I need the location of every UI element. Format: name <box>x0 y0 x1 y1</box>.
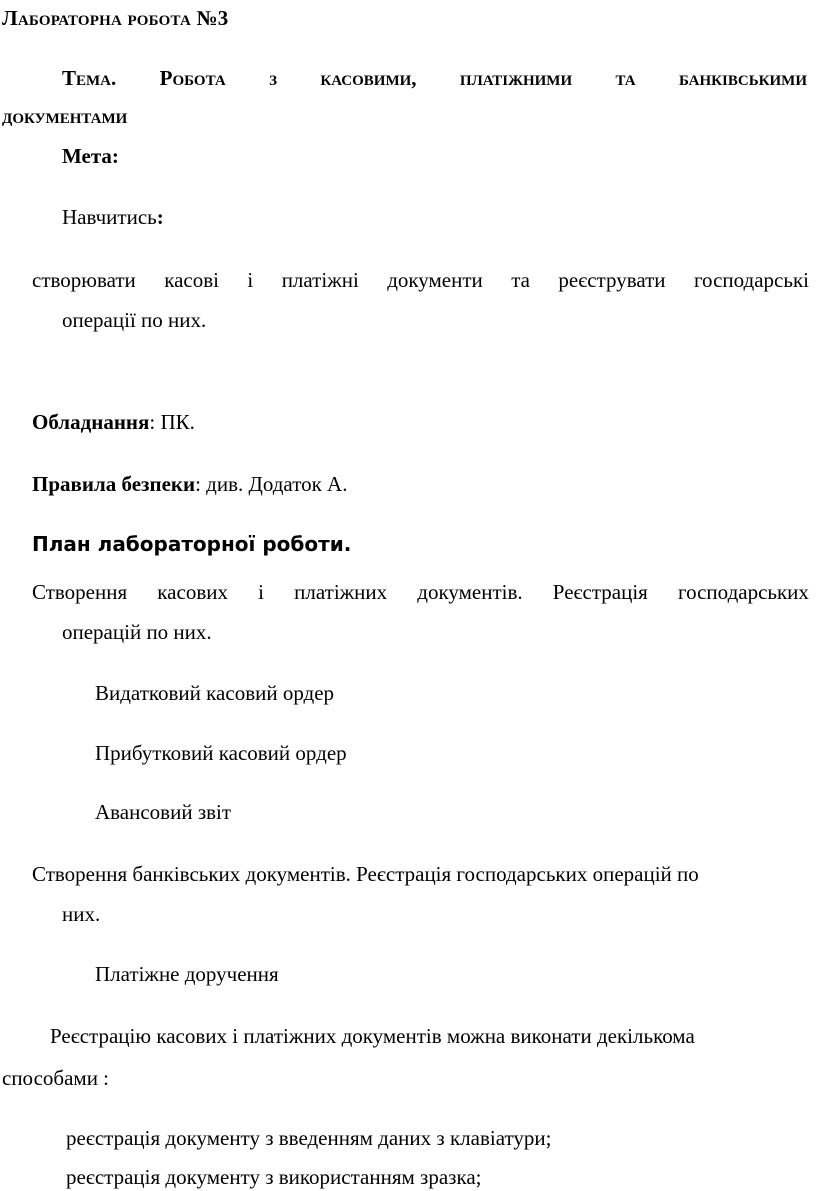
plan-subitem: Прибутковий касовий ордер <box>95 741 347 765</box>
plan-item-1-line-1 <box>32 580 809 605</box>
plan-item-1-line-2: операцій по них. <box>62 620 212 644</box>
plan-word: документів. <box>417 580 523 604</box>
learn-line-2: операції по них. <box>62 308 207 332</box>
topic-line-2: документами <box>2 104 128 128</box>
equipment-value: : ПК. <box>149 410 195 434</box>
learn-word: господарські <box>693 268 809 292</box>
plan-item-2-line-2: них. <box>62 902 101 926</box>
plan-word: касових <box>157 580 228 604</box>
plan-subitem: Авансовий звіт <box>95 800 232 824</box>
learn-word: касові <box>164 268 219 292</box>
plan-word: Створення <box>32 580 128 604</box>
lab-title: Лабораторна робота №3 <box>2 6 229 30</box>
equipment-label: Обладнання <box>32 410 150 434</box>
plan-word: платіжних <box>294 580 388 604</box>
plan-subitem: Платіжне доручення <box>95 962 279 986</box>
learn-word: документи <box>387 268 483 292</box>
topic-word: Робота <box>159 66 226 90</box>
learn-label-colon: : <box>156 205 164 229</box>
plan-subitem: Видатковий касовий ордер <box>95 681 335 705</box>
plan-word: Реєстрація <box>552 580 648 604</box>
safety-label: Правила безпеки <box>32 472 196 496</box>
plan-word: господарських <box>678 580 809 604</box>
goal-label: Мета: <box>62 144 119 168</box>
topic-word: платіжними <box>459 66 573 90</box>
topic-line-1 <box>62 66 807 91</box>
plan-title: План лабораторної роботи. <box>32 532 352 556</box>
learn-line-1 <box>32 268 809 293</box>
learn-word: платіжні <box>281 268 359 292</box>
plan-item-2-line-1: Створення банківських документів. Реєстрація господарських операцій по <box>32 862 699 886</box>
plan-word: і <box>258 580 264 604</box>
safety-line <box>32 472 347 497</box>
learn-word: реєструвати <box>558 268 666 292</box>
learn-word: створювати <box>32 268 136 292</box>
topic-word: та <box>615 66 636 90</box>
registration-line-1: Реєстрацію касових і платіжних документів можна виконати декількома <box>50 1024 695 1048</box>
safety-value: : див. Додаток А. <box>195 472 348 496</box>
registration-method: реєстрація документу з введенням даних з клавіатури; <box>66 1126 552 1150</box>
equipment-line <box>32 410 195 435</box>
learn-word: і <box>247 268 254 292</box>
learn-label-text: Навчитись <box>62 205 157 229</box>
registration-line-2: способами : <box>2 1066 110 1090</box>
topic-word: банківськими <box>678 66 807 90</box>
learn-word: та <box>511 268 530 292</box>
registration-method: реєстрація документу з використанням зразка; <box>66 1165 482 1189</box>
topic-word: Тема. <box>62 66 117 90</box>
learn-label <box>62 205 164 230</box>
topic-word: касовими, <box>320 66 417 90</box>
topic-word: з <box>269 66 277 90</box>
